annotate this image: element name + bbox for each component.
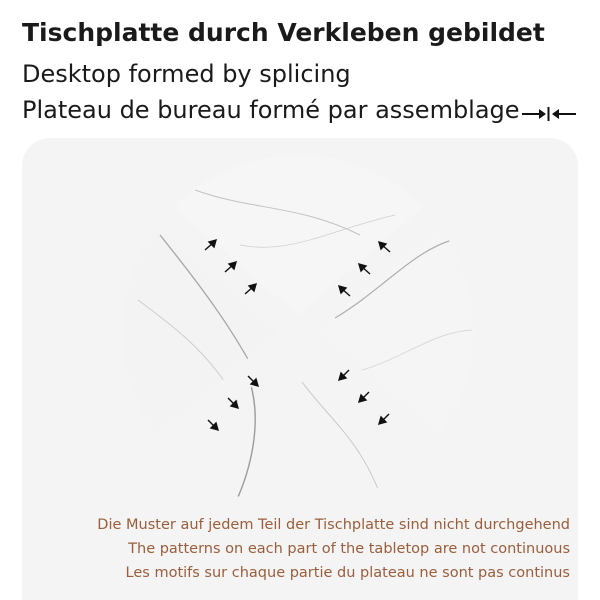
caption-german: Die Muster auf jedem Teil der Tischplatte sind nicht durchgehend [97, 517, 570, 533]
caption-french: Les motifs sur chaque partie du plateau ne sont pas continus [125, 565, 570, 581]
title-german: Tischplatte durch Verkleben gebildet [22, 18, 545, 47]
marble-quadrants [100, 150, 496, 512]
caption-english: The patterns on each part of the tabletop are not continuous [128, 541, 570, 557]
title-french: Plateau de bureau formé par assemblage [22, 96, 520, 124]
title-english: Desktop formed by splicing [22, 60, 351, 88]
